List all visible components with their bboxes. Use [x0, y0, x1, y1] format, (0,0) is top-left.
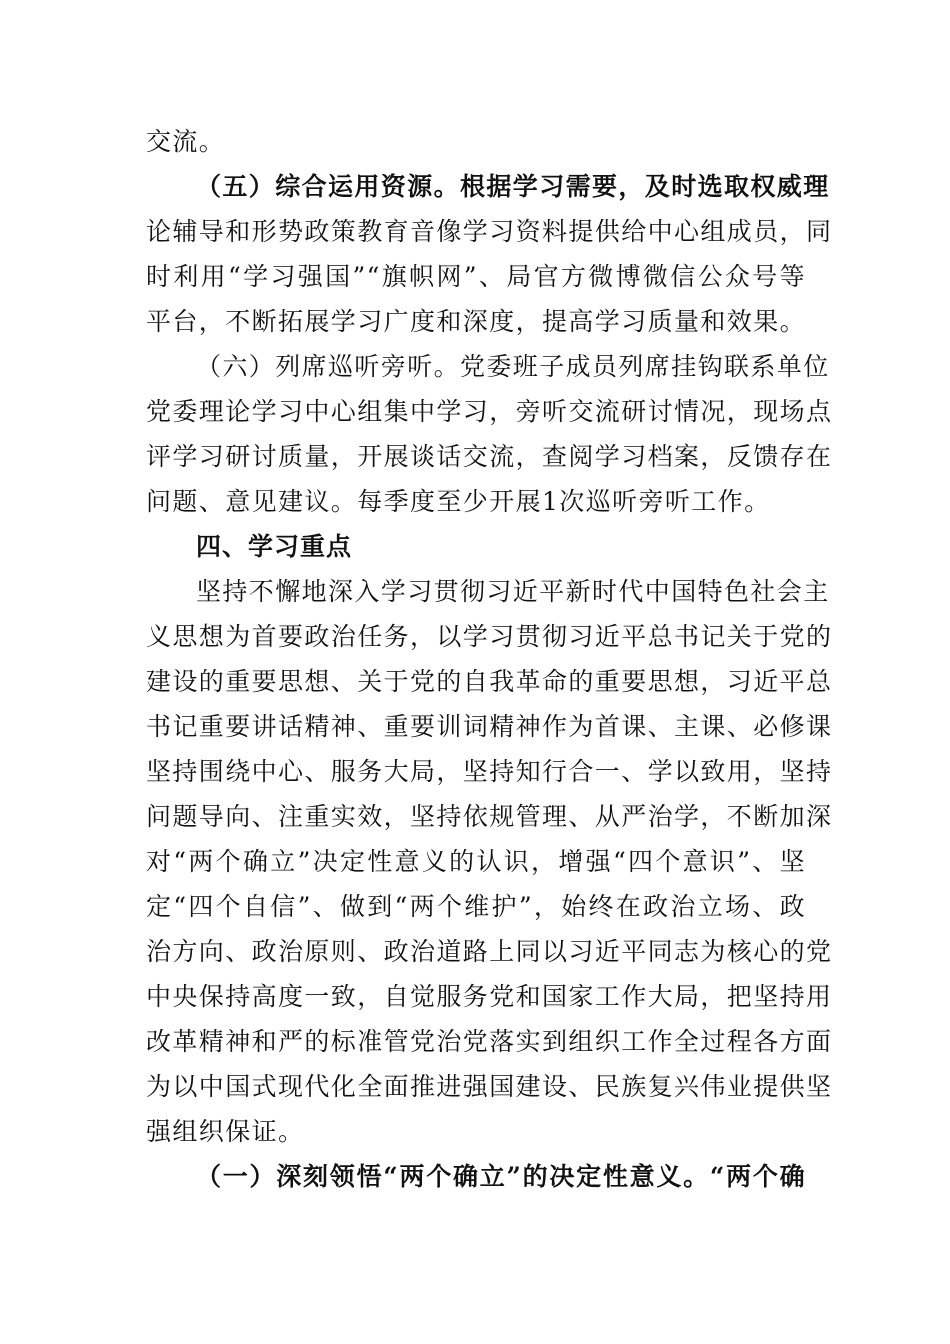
text-line: 定“四个自信”、做到“两个维护”，始终在政治立场、政: [146, 892, 806, 921]
text-line: （一）深刻领悟“两个确立”的决定性意义。“两个确: [196, 1162, 806, 1191]
text-line: 为以中国式现代化全面推进强国建设、民族复兴伟业提供坚: [146, 1072, 833, 1101]
text-line: 交流。: [146, 127, 226, 156]
text-line: 问题、意见建议。每季度至少开展1次巡听旁听工作。: [146, 487, 771, 516]
subsection-five-start: [196, 165, 830, 209]
subsection-six-start: [196, 345, 830, 389]
text-line: 平台，不断拓展学习广度和深度，提高学习质量和效果。: [146, 307, 807, 336]
text-line: 论辅导和形势政策教育音像学习资料提供给中心组成员，同: [146, 217, 833, 246]
text-line: 评学习研讨质量，开展谈话交流，查阅学习档案，反馈存在: [146, 442, 833, 471]
text-line: 书记重要讲话精神、重要训词精神作为首课、主课、必修课: [146, 712, 833, 741]
text-line: 义思想为首要政治任务，以学习贯彻习近平总书记关于党的: [146, 622, 833, 651]
text-line: 建设的重要思想、关于党的自我革命的重要思想，习近平总: [146, 667, 833, 696]
text-line: 党委理论学习中心组集中学习，旁听交流研讨情况，现场点: [146, 397, 833, 426]
text-line: 治方向、政治原则、政治道路上同以习近平同志为核心的党: [146, 937, 833, 966]
text-line: 强组织保证。: [146, 1117, 305, 1146]
text-line: （六）列席巡听旁听。党委班子成员列席挂钩联系单位: [196, 352, 830, 381]
text-line: 中央保持高度一致，自觉服务党和国家工作大局，把坚持用: [146, 982, 833, 1011]
subsection-one-start: [196, 1155, 806, 1199]
text-line: 坚持不懈地深入学习贯彻习近平新时代中国特色社会主: [196, 577, 830, 606]
text-line: 坚持围绕中心、服务大局，坚持知行合一、学以致用，坚持: [146, 757, 833, 786]
text-line: （五）综合运用资源。根据学习需要，及时选取权威理: [196, 172, 830, 201]
section-heading: 四、学习重点: [196, 532, 353, 561]
text-line: 改革精神和严的标准管党治党落实到组织工作全过程各方面: [146, 1027, 833, 1056]
text-line: 问题导向、注重实效，坚持依规管理、从严治学，不断加深: [146, 802, 833, 831]
text-line: 对“两个确立”决定性意义的认识，增强“四个意识”、坚: [146, 847, 806, 876]
text-line: 时利用“学习强国”“旗帜网”、局官方微博微信公众号等: [146, 262, 806, 291]
